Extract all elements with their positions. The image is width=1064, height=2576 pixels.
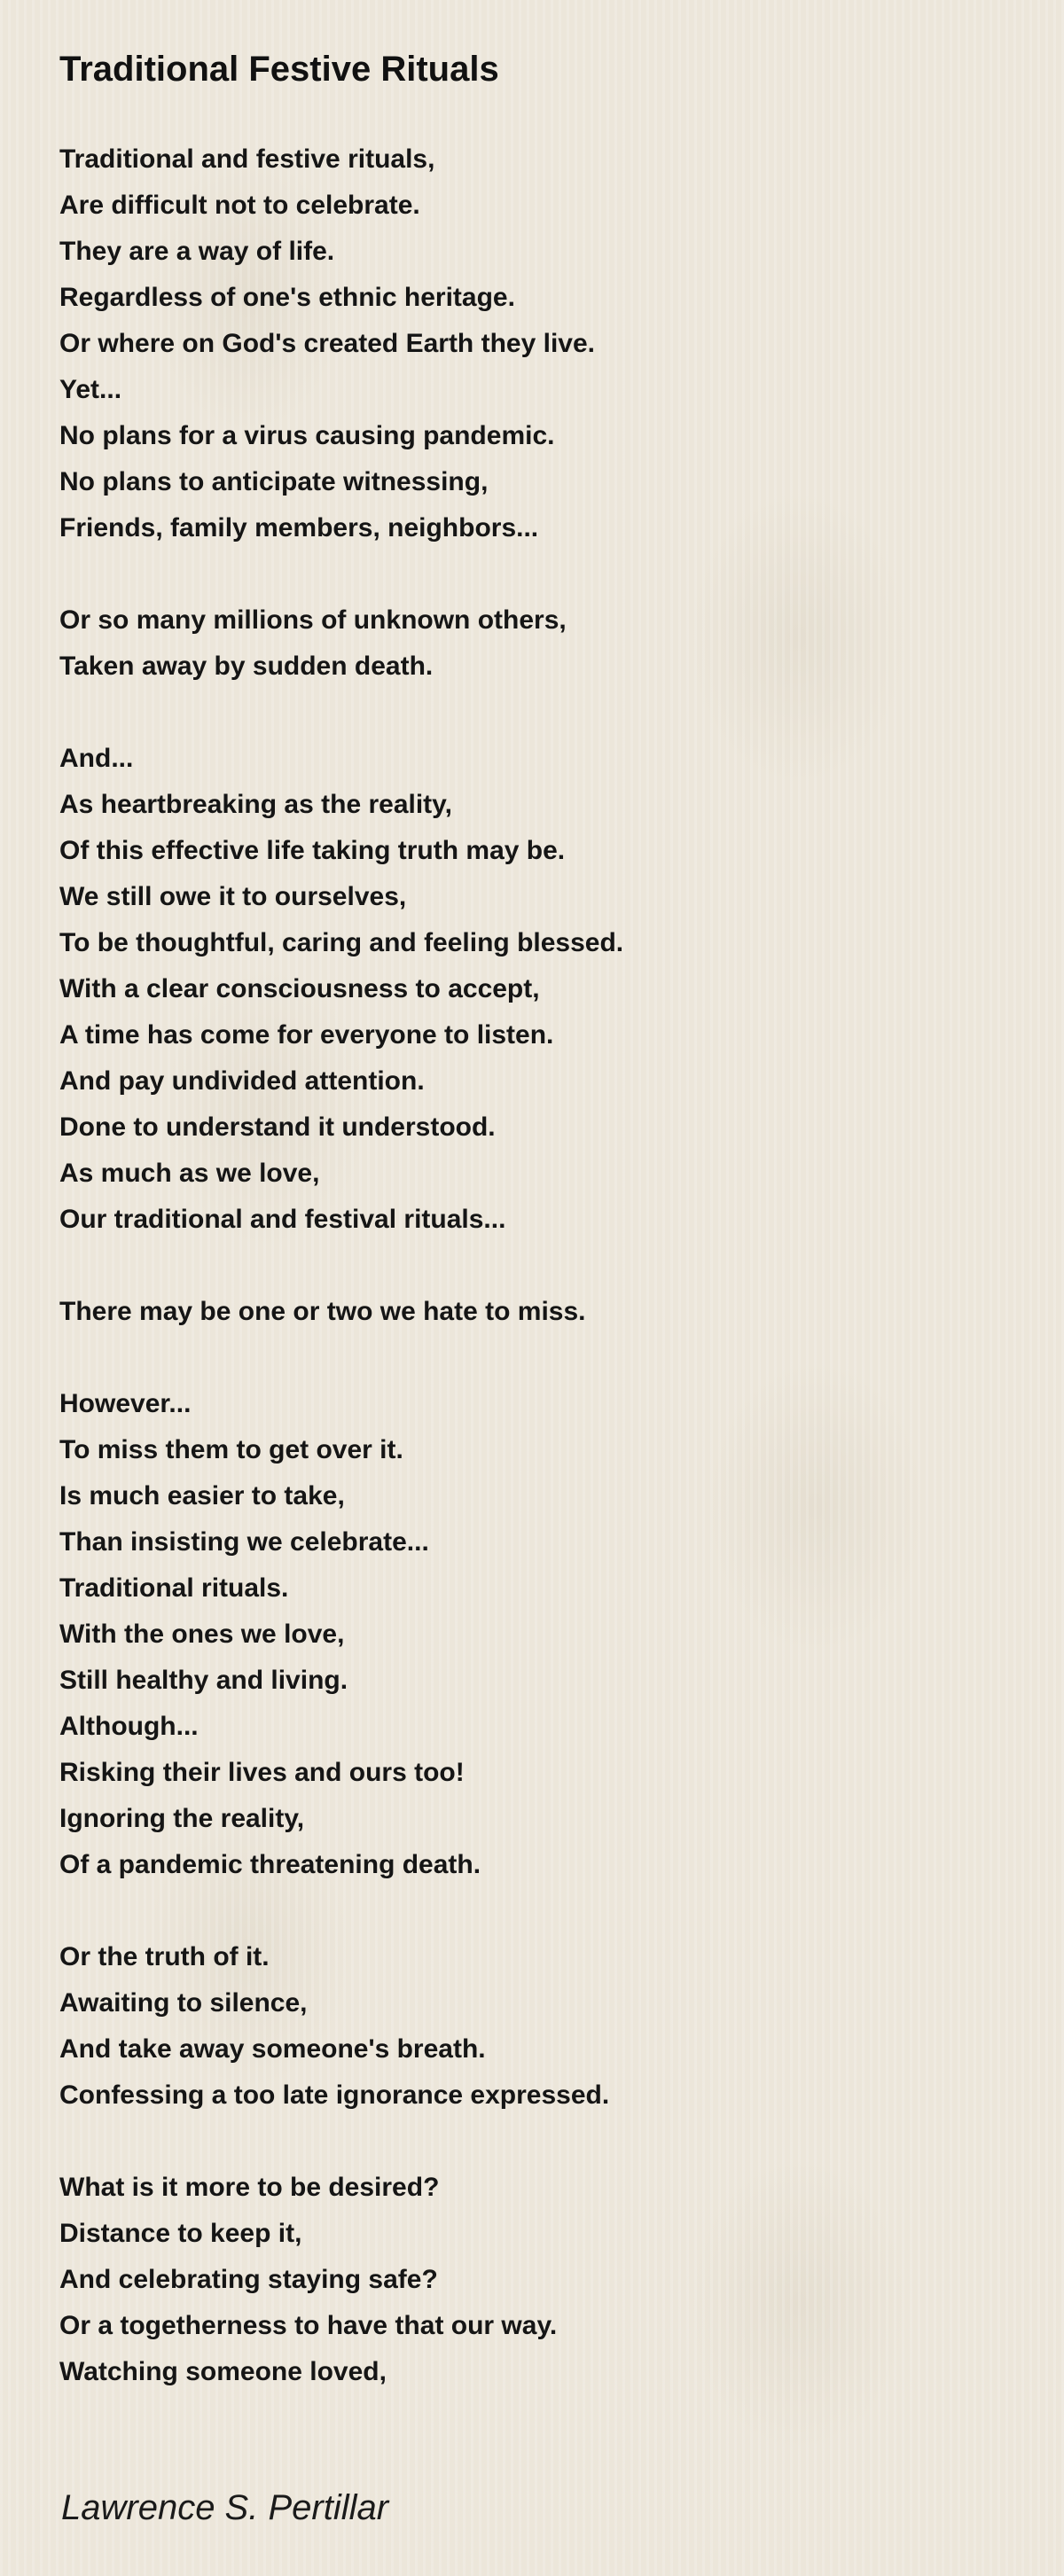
poem-line: Are difficult not to celebrate. <box>59 191 420 220</box>
poem-body <box>59 137 1017 2395</box>
poem-line: Taken away by sudden death. <box>59 652 434 681</box>
stanza <box>59 1934 1017 2119</box>
poem-line: To be thoughtful, caring and feeling blessed. <box>59 928 624 957</box>
poem-line: Friends, family members, neighbors... <box>59 513 539 543</box>
stanza <box>59 736 1017 1243</box>
poem-line: Done to understand it understood. <box>59 1112 496 1142</box>
poem-line: Yet... <box>59 375 122 404</box>
poem-line: No plans to anticipate witnessing, <box>59 467 489 496</box>
poem-line: Or so many millions of unknown others, <box>59 605 567 635</box>
poem-line: With a clear consciousness to accept, <box>59 974 540 1003</box>
poem-line: Or the truth of it. <box>59 1942 270 1971</box>
stanza <box>59 597 1017 690</box>
poem-line: And... <box>59 744 134 773</box>
poem-author: Lawrence S. Pertillar <box>61 2488 389 2527</box>
poem-line: Still healthy and living. <box>59 1666 348 1695</box>
poem-line: Is much easier to take, <box>59 1481 345 1510</box>
stanza <box>59 137 1017 551</box>
poem-line: Or where on God's created Earth they live. <box>59 329 595 358</box>
poem-line: What is it more to be desired? <box>59 2173 440 2202</box>
poem-line: Our traditional and festival rituals... <box>59 1205 506 1234</box>
poem-line: Awaiting to silence, <box>59 1988 308 2018</box>
poem-line: Of this effective life taking truth may be. <box>59 836 566 865</box>
poem-line: Of a pandemic threatening death. <box>59 1850 481 1879</box>
poem-line: Confessing a too late ignorance expressed. <box>59 2080 610 2110</box>
poem-line: No plans for a virus causing pandemic. <box>59 421 555 450</box>
stanza <box>59 1289 1017 1335</box>
poem-line: Than insisting we celebrate... <box>59 1527 429 1557</box>
poem-line: Risking their lives and ours too! <box>59 1758 465 1787</box>
poem-line: With the ones we love, <box>59 1620 345 1649</box>
poem-line: And take away someone's breath. <box>59 2034 486 2064</box>
poem-line: And pay undivided attention. <box>59 1066 425 1096</box>
poem-line: To miss them to get over it. <box>59 1435 403 1464</box>
poem-line: Distance to keep it, <box>59 2219 302 2248</box>
poem-line: As much as we love, <box>59 1159 320 1188</box>
stanza <box>59 1381 1017 1888</box>
poem-line: Watching someone loved, <box>59 2357 387 2386</box>
poem-line: We still owe it to ourselves, <box>59 882 407 911</box>
poem-line: A time has come for everyone to listen. <box>59 1020 554 1050</box>
poem-line: Traditional rituals. <box>59 1573 289 1603</box>
poem-line: As heartbreaking as the reality, <box>59 790 452 819</box>
poem-line: And celebrating staying safe? <box>59 2265 438 2294</box>
poem-title: Traditional Festive Rituals <box>59 50 499 89</box>
poem-line: There may be one or two we hate to miss. <box>59 1297 586 1326</box>
poem-line: Or a togetherness to have that our way. <box>59 2311 558 2340</box>
poem-line: Although... <box>59 1712 199 1741</box>
poem-container <box>59 43 1017 2395</box>
poem-line: They are a way of life. <box>59 237 335 266</box>
stanza <box>59 2165 1017 2395</box>
poem-line: Ignoring the reality, <box>59 1804 305 1833</box>
poem-line: Regardless of one's ethnic heritage. <box>59 283 515 312</box>
poem-line: Traditional and festive rituals, <box>59 144 435 174</box>
poem-line: However... <box>59 1389 192 1418</box>
